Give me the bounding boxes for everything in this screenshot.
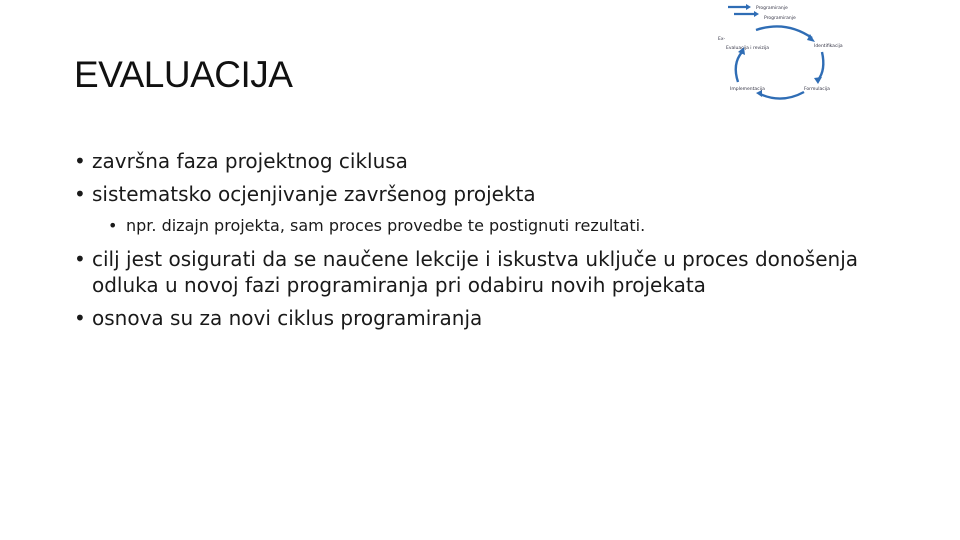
diagram-label-evaluation: Evaluacija i revizija bbox=[726, 46, 770, 51]
diagram-label-1: Programiranje bbox=[756, 6, 788, 11]
bullet-item bbox=[74, 246, 874, 298]
bullet-list bbox=[74, 148, 874, 338]
cycle-arc-right bbox=[818, 52, 823, 80]
bullet-text: sistematsko ocjenjivanje završenog projekta bbox=[92, 182, 536, 206]
cycle-arc-left bbox=[736, 52, 742, 82]
bullet-item bbox=[74, 148, 874, 174]
bullet-dot: • bbox=[74, 306, 86, 330]
cycle-arc-top bbox=[756, 26, 812, 38]
sub-bullet-item bbox=[108, 215, 874, 237]
project-cycle-diagram bbox=[708, 0, 848, 100]
bullet-dot: • bbox=[74, 247, 86, 271]
diagram-label-identification: Identifikacija bbox=[814, 44, 843, 49]
bullet-text: npr. dizajn projekta, sam proces provedbe te postignuti rezultati. bbox=[126, 216, 646, 235]
bullet-dot: • bbox=[108, 216, 118, 235]
bullet-item bbox=[74, 305, 874, 331]
diagram-label-3: Ex- bbox=[718, 37, 726, 42]
bullet-text: cilj jest osigurati da se naučene lekcije i iskustva uključe u proces donošenja odluka u novoj fazi programiranja pri odabiru novih projekata bbox=[92, 247, 859, 297]
bullet-dot: • bbox=[74, 149, 86, 173]
bullet-dot: • bbox=[74, 182, 86, 206]
diagram-label-2: Programiranje bbox=[764, 16, 796, 21]
slide-title: EVALUACIJA bbox=[74, 54, 293, 95]
diagram-label-implementation: Implementacija bbox=[730, 87, 765, 92]
cycle-arc-bottom bbox=[760, 92, 804, 99]
bullet-text: osnova su za novi ciklus programiranja bbox=[92, 306, 483, 330]
cycle-arrowhead-top-2 bbox=[754, 11, 759, 17]
bullet-item bbox=[74, 181, 874, 207]
cycle-arrowhead-right bbox=[814, 77, 822, 84]
diagram-label-formulation: Formulacija bbox=[804, 87, 830, 92]
bullet-text: završna faza projektnog ciklusa bbox=[92, 149, 408, 173]
cycle-arrowhead-top-1 bbox=[746, 4, 751, 10]
